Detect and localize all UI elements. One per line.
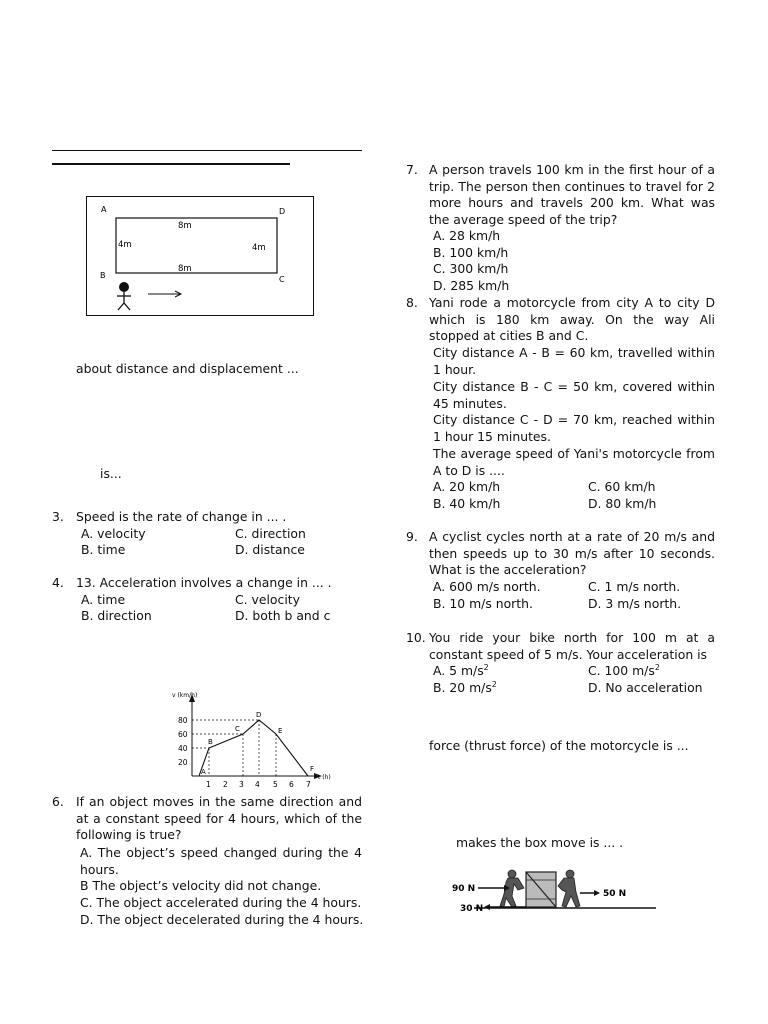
xtick-4: 4 xyxy=(255,780,260,789)
q10-option-c-exp: 2 xyxy=(654,663,660,672)
q6-text: If an object moves in the same direction and at a constant speed for 4 hours, which of the following is true? xyxy=(76,794,362,843)
q4-text: 13. Acceleration involves a change in ... . xyxy=(76,575,332,590)
q7-option-a: A. 28 km/h xyxy=(433,228,501,243)
point-e: E xyxy=(278,727,283,735)
xtick-2: 2 xyxy=(223,780,228,789)
box-force-figure xyxy=(450,860,662,918)
q7-option-d: D. 285 km/h xyxy=(433,278,510,293)
q10-option-a-label: A. 5 m/s xyxy=(433,663,484,678)
force-left-label: 90 N xyxy=(452,884,476,894)
q10-option-a-exp: 2 xyxy=(483,663,489,672)
rect-figure-drawing xyxy=(87,197,313,315)
q10-option-c xyxy=(588,663,660,680)
q10-option-c-label: C. 100 m/s xyxy=(588,663,655,678)
q3-option-c: C. direction xyxy=(235,526,306,541)
point-a: A xyxy=(201,768,206,776)
q8-detail-2: City distance B - C = 50 km, covered within 45 minutes. xyxy=(433,379,715,411)
q8-option-d: D. 80 km/h xyxy=(588,496,657,511)
q6-option-c: C. The object accelerated during the 4 hours. xyxy=(80,895,362,910)
corner-a: A xyxy=(101,205,107,214)
q7-number: 7. xyxy=(406,162,418,177)
point-c: C xyxy=(235,725,240,733)
q8-text: Yani rode a motorcycle from city A to city D which is 180 km away. On the way Ali stopped at cities B and C. xyxy=(429,295,715,344)
q3-option-b: B. time xyxy=(81,542,126,557)
q7-text: A person travels 100 km in the first hour of a trip. The person then continues to travel for 2 more hours and travels 200 km. What was the average speed of the trip? xyxy=(429,162,715,227)
q12-fragment: makes the box move is ... . xyxy=(456,835,624,850)
person-icon xyxy=(117,282,131,310)
q3-option-d: D. distance xyxy=(235,542,305,557)
q11-fragment: force (thrust force) of the motorcycle is ... xyxy=(429,738,689,753)
ytick-60: 60 xyxy=(178,730,188,739)
side-bottom-label: 8m xyxy=(178,264,192,274)
q8-detail-4: The average speed of Yani's motorcycle from A to D is .... xyxy=(433,446,715,478)
side-top-label: 8m xyxy=(178,221,192,231)
force-bottom-label: 30 N xyxy=(460,904,484,914)
q8-detail-3: City distance C - D = 70 km, reached within 1 hour 15 minutes. xyxy=(433,412,715,444)
side-right-label: 4m xyxy=(252,243,266,253)
q10-option-b-label: B. 20 m/s xyxy=(433,680,492,695)
q8-option-b: B. 40 km/h xyxy=(433,496,501,511)
point-d: D xyxy=(256,711,262,719)
q8-detail-1: City distance A - B = 60 km, travelled within 1 hour. xyxy=(433,345,715,377)
header-rule-short xyxy=(52,163,290,165)
q10-text: You ride your bike north for 100 m at a constant speed of 5 m/s. Your acceleration is xyxy=(429,630,715,662)
q10-number: 10. xyxy=(406,630,426,645)
q4-number: 4. xyxy=(52,575,64,590)
xtick-3: 3 xyxy=(239,780,244,789)
q4-option-b: B. direction xyxy=(81,608,152,623)
xtick-7: 7 xyxy=(306,780,311,789)
q9-number: 9. xyxy=(406,529,418,544)
q4-option-c: C. velocity xyxy=(235,592,300,607)
point-f: F xyxy=(310,765,315,773)
right-worker-icon xyxy=(558,870,580,907)
q2-fragment: is... xyxy=(100,466,122,481)
q8-option-a: A. 20 km/h xyxy=(433,479,501,494)
header-rule xyxy=(52,150,362,151)
q9-option-b: B. 10 m/s north. xyxy=(433,596,533,611)
xtick-6: 6 xyxy=(289,780,294,789)
arrow-right-icon xyxy=(148,291,181,297)
q4-option-a: A. time xyxy=(81,592,126,607)
q3-option-a: A. velocity xyxy=(81,526,146,541)
q1-fragment: about distance and displacement ... xyxy=(76,361,299,376)
q3-text: Speed is the rate of change in ... . xyxy=(76,509,287,524)
q8-number: 8. xyxy=(406,295,418,310)
q9-text: A cyclist cycles north at a rate of 20 m/s and then speeds up to 30 m/s after 10 seconds. What is the acceleration? xyxy=(429,529,715,578)
q6-option-d: D. The object decelerated during the 4 hours. xyxy=(80,912,364,927)
ytick-20: 20 xyxy=(178,758,188,767)
corner-b: B xyxy=(100,271,106,280)
q10-option-b xyxy=(433,680,497,697)
corner-d: D xyxy=(279,207,286,216)
graph-ylabel: v (km/h) xyxy=(172,692,198,699)
side-left-label: 4m xyxy=(118,240,132,250)
q6-option-b: B The object’s velocity did not change. xyxy=(80,878,322,893)
ytick-40: 40 xyxy=(178,744,188,753)
corner-c: C xyxy=(279,275,285,284)
xtick-5: 5 xyxy=(273,780,278,789)
q6-option-a: A. The object’s speed changed during the 4 hours. xyxy=(80,845,362,877)
q3-number: 3. xyxy=(52,509,64,524)
q9-option-d: D. 3 m/s north. xyxy=(588,596,682,611)
q9-option-c: C. 1 m/s north. xyxy=(588,579,681,594)
q9-option-a: A. 600 m/s north. xyxy=(433,579,541,594)
q7-option-c: C. 300 km/h xyxy=(433,261,509,276)
q10-option-a xyxy=(433,663,489,680)
graph-xlabel: t (h) xyxy=(318,774,331,781)
velocity-time-graph xyxy=(168,688,344,792)
force-right-label: 50 N xyxy=(603,889,627,899)
q10-option-b-exp: 2 xyxy=(491,680,497,689)
q6-number: 6. xyxy=(52,794,64,809)
crate-icon xyxy=(526,872,556,907)
q8-option-c: C. 60 km/h xyxy=(588,479,656,494)
rect-figure xyxy=(86,196,314,316)
xtick-1: 1 xyxy=(206,780,211,789)
point-b: B xyxy=(208,738,213,746)
q10-option-d: D. No acceleration xyxy=(588,680,703,695)
q7-option-b: B. 100 km/h xyxy=(433,245,509,260)
graph-line xyxy=(199,720,308,776)
q4-option-d: D. both b and c xyxy=(235,608,331,623)
ytick-80: 80 xyxy=(178,716,188,725)
